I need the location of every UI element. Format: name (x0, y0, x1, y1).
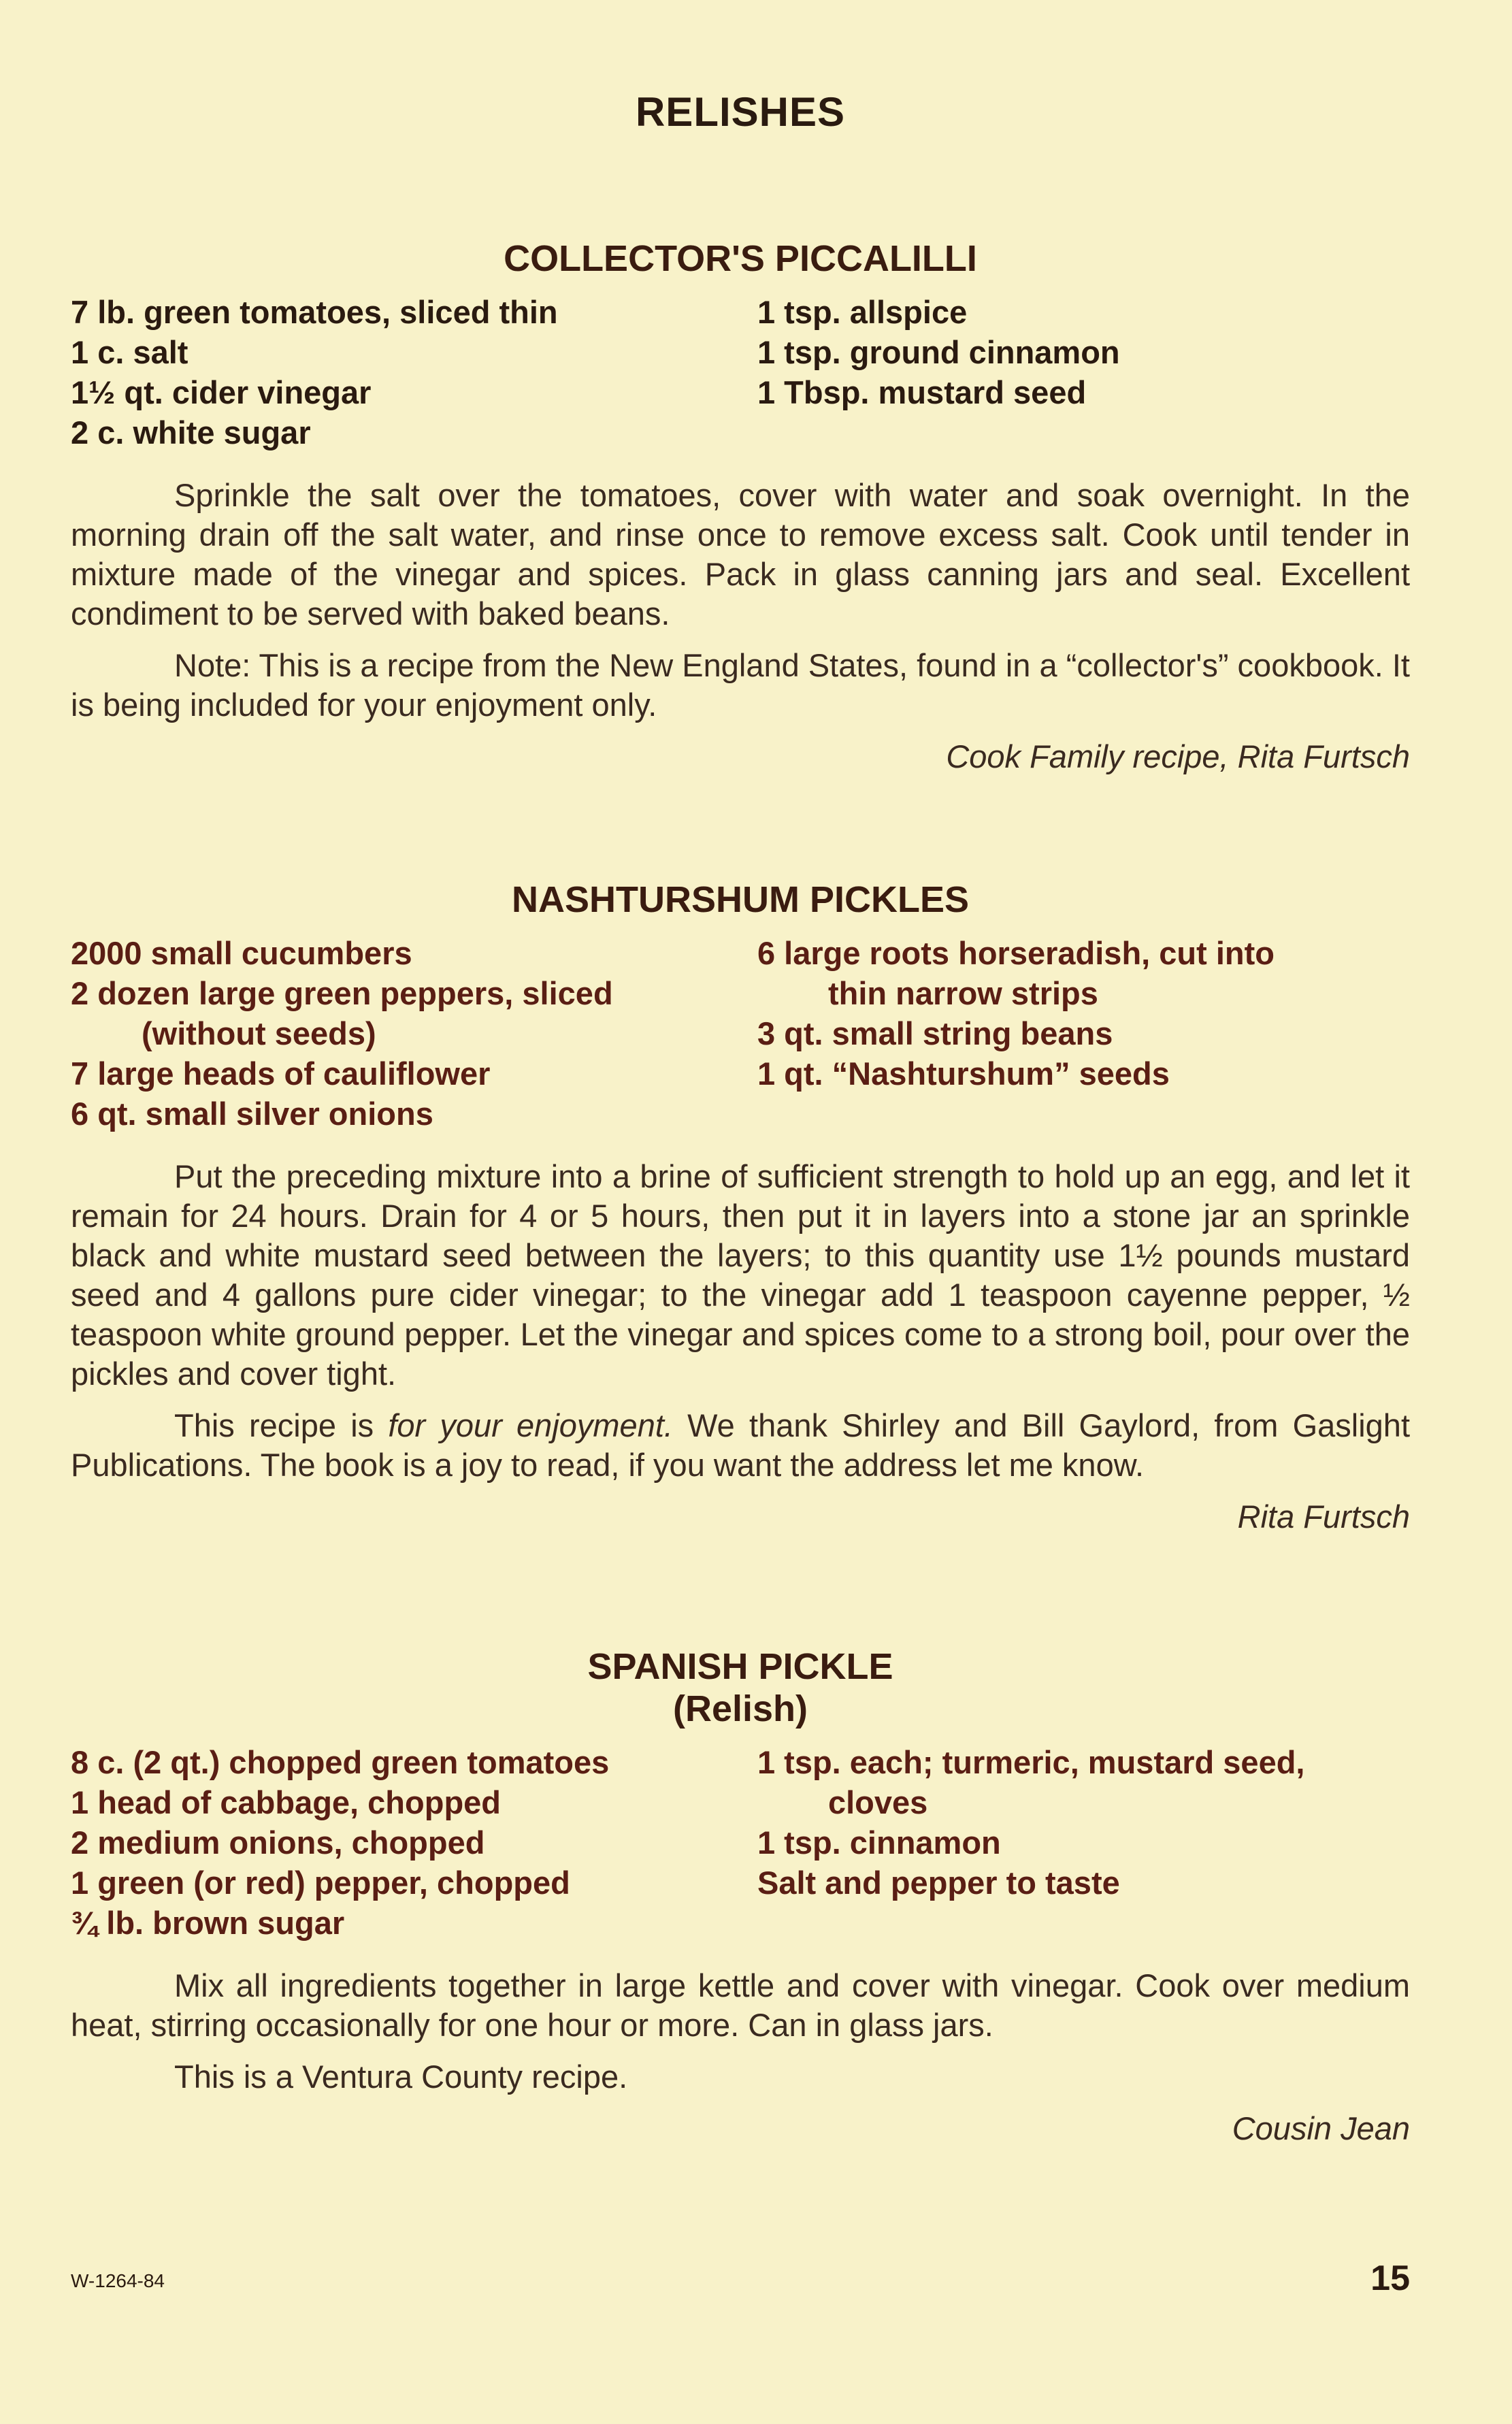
ingredients-left-column (71, 292, 757, 453)
recipe-nashturshum-pickles (71, 879, 1410, 1537)
ingredient-item: 1 head of cabbage, chopped (71, 1784, 501, 1820)
ingredient-item: 1 c. salt (71, 334, 188, 370)
recipe-subtitle: (Relish) (672, 1688, 808, 1729)
section-spacer (71, 776, 1410, 879)
ingredient-item: 7 large heads of cauliflower (71, 1055, 491, 1092)
ingredients-right-column (757, 1742, 1410, 1943)
ingredients-right-column (757, 933, 1410, 1134)
ingredient-item: 1 green (or red) pepper, chopped (71, 1865, 570, 1901)
ingredients-list (71, 933, 1410, 1134)
ingredient-item: 2000 small cucumbers (71, 935, 412, 971)
recipe-credit: Rita Furtsch (1237, 1498, 1410, 1535)
recipe-note (71, 1406, 1410, 1485)
ingredient-item: 2 medium onions, chopped (71, 1824, 485, 1861)
ingredient-item: 2 c. white sugar (71, 414, 311, 451)
ingredient-item: 6 large roots horseradish, cut into (757, 935, 1275, 971)
ingredient-item: 1 Tbsp. mustard seed (757, 374, 1087, 410)
ingredient-item-continued: (without seeds) (142, 1015, 376, 1051)
ingredient-item: 6 qt. small silver onions (71, 1096, 433, 1132)
ingredients-left-column (71, 1742, 757, 1943)
ingredients-right-column (757, 292, 1410, 453)
ingredients-list (71, 1742, 1410, 1943)
ingredient-item: 1½ qt. cider vinegar (71, 374, 372, 410)
ingredient-item-continued: thin narrow strips (827, 975, 1098, 1011)
recipe-title (71, 1645, 1410, 1730)
recipe-credit: Cook Family recipe, Rita Furtsch (946, 738, 1410, 774)
ingredient-item: 1 tsp. allspice (757, 294, 968, 330)
note-text-end: We thank Shirley and Bill Gaylord, from Gaslight Publications. The book is a joy to read, if you want the address let me know. (71, 1407, 1410, 1483)
ingredient-item: 8 c. (2 qt.) chopped green tomatoes (71, 1744, 610, 1780)
recipe-spanish-pickle (71, 1645, 1410, 2148)
recipe-title-main: SPANISH PICKLE (587, 1646, 893, 1687)
ingredient-item: 1 tsp. ground cinnamon (757, 334, 1120, 370)
recipe-title: NASHTURSHUM PICKLES (511, 879, 970, 920)
recipe-credit: Cousin Jean (1232, 2110, 1410, 2146)
ingredient-item: 7 lb. green tomatoes, sliced thin (71, 294, 558, 330)
ingredient-item: 1 qt. “Nashturshum” seeds (757, 1055, 1170, 1092)
ingredients-list (71, 292, 1410, 453)
section-spacer (71, 1537, 1410, 1645)
ingredient-item: 3 qt. small string beans (757, 1015, 1113, 1051)
ingredients-left-column (71, 933, 757, 1134)
ingredient-item: 1 tsp. each; turmeric, mustard seed, (757, 1744, 1305, 1780)
recipe-directions: Sprinkle the salt over the tomatoes, cover with water and soak overnight. In the morning drain off the salt water, and rinse once to remove excess salt. Cook until tender in mixture made of the vinegar and spices. Pack in glass canning jars and seal. Excellent condiment to be served with baked beans. (71, 477, 1410, 632)
form-code: W-1264-84 (71, 2270, 165, 2291)
recipe-note: Note: This is a recipe from the New England States, found in a “collector's” cookbook. It is being included for your enjoyment only. (71, 647, 1410, 723)
recipe-collectors-piccalilli (71, 238, 1410, 776)
ingredient-item: Salt and pepper to taste (757, 1865, 1120, 1901)
recipe-directions: Put the preceding mixture into a brine of sufficient strength to hold up an egg, and let it remain for 24 hours. Drain for 4 or 5 hours, then put it in layers into a stone jar an sprinkle black and white mustard seed between the layers; to this quantity use 1½ pounds mustard seed and 4 gallons pure cider vinegar; to the vinegar add 1 teaspoon cayenne pepper, ½ teaspoon white ground pepper. Let the vinegar and spices come to a strong boil, pour over the pickles and cover tight. (71, 1158, 1410, 1392)
recipe-title: COLLECTOR'S PICCALILLI (504, 238, 977, 279)
ingredient-item: 1 tsp. cinnamon (757, 1824, 1001, 1861)
ingredient-item-continued: cloves (827, 1784, 928, 1820)
ingredient-item: ¾ lb. brown sugar (71, 1905, 345, 1941)
ingredient-item: 2 dozen large green peppers, sliced (71, 975, 613, 1011)
recipe-directions: Mix all ingredients together in large kettle and cover with vinegar. Cook over medium heat, stirring occasionally for one hour or more. Can in glass jars. (71, 1967, 1410, 2043)
note-text-emphasis: for your enjoyment. (388, 1407, 673, 1443)
page-number: 15 (1370, 2259, 1410, 2298)
recipe-note: This is a Ventura County recipe. (174, 2059, 628, 2095)
note-text-start: This recipe is (174, 1407, 389, 1443)
page-title: RELISHES (635, 89, 846, 135)
